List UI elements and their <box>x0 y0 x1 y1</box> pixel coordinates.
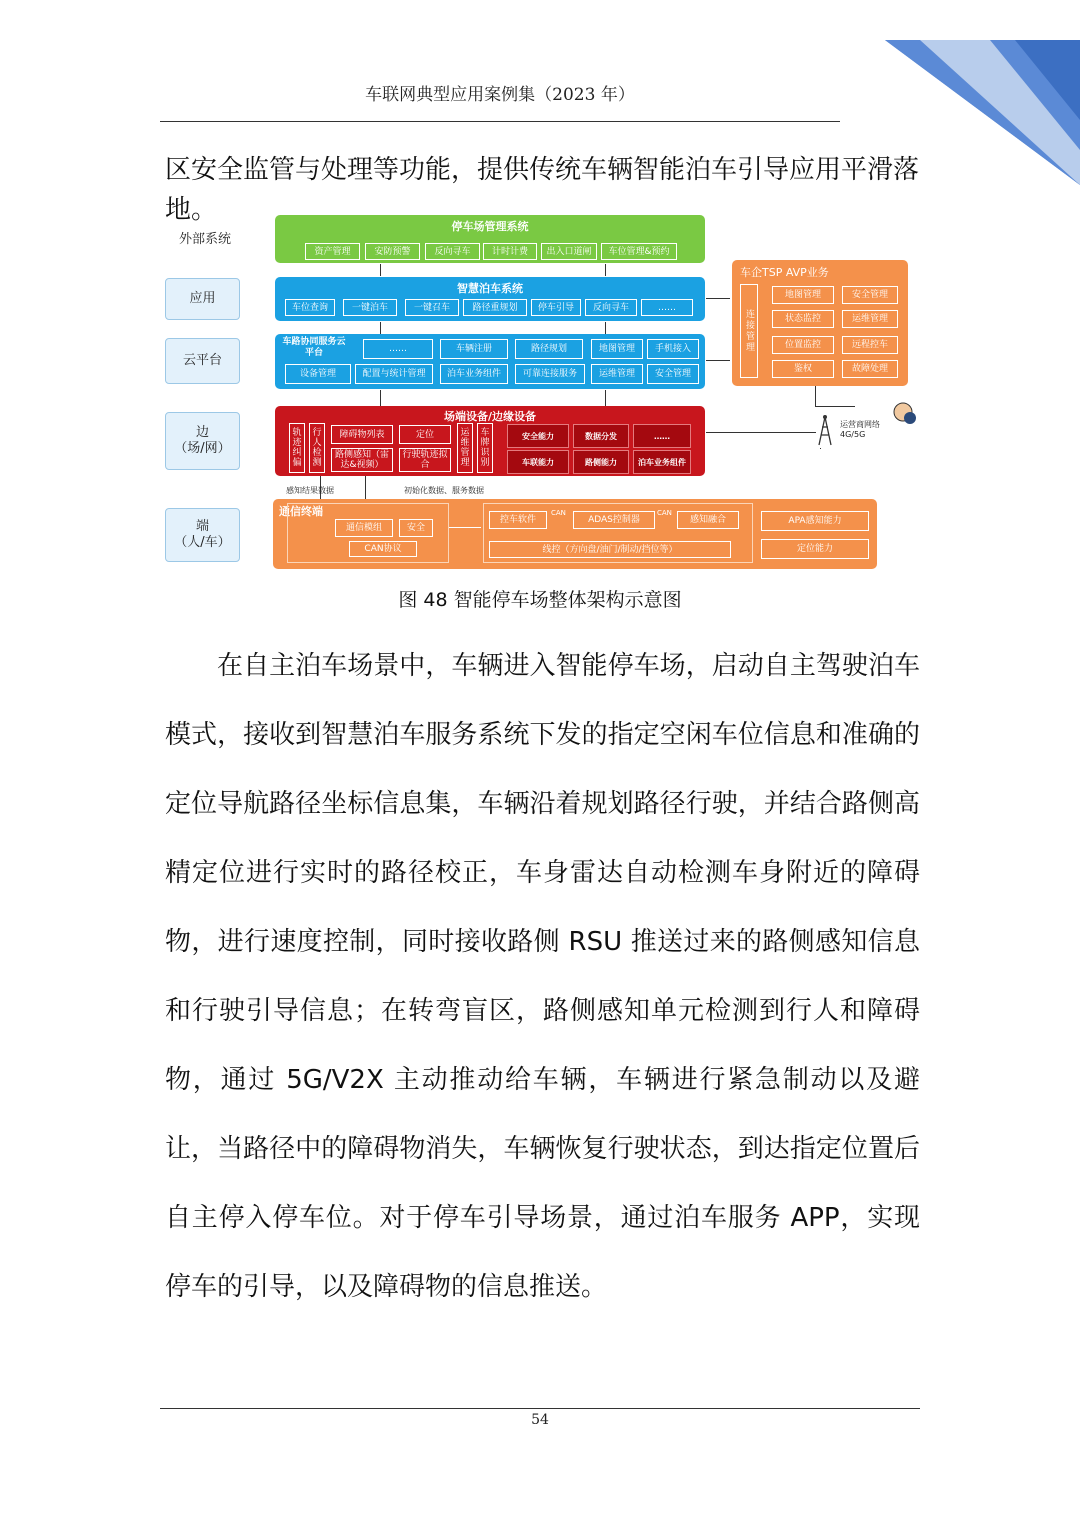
tsp-item: 安全管理 <box>842 286 898 304</box>
sp-item: 一键召车 <box>405 299 459 316</box>
field-v-item: 轨迹纠偏 <box>289 423 305 473</box>
arrow <box>449 527 481 528</box>
body-paragraph-text: 在自主泊车场景中，车辆进入智能停车场，启动自主驾驶泊车模式，接收到智慧泊车服务系统下发的指定空闲车位信息和准确的定位导航路径坐标信息集，车辆沿着规划路径行驶，并结合路侧高精定位进行实时的路径校正，车身雷达自动检测车身附近的障碍物，进行速度控制，同时接收路侧 RSU 推送过来的路侧感知信息和行驶引导信息；在转弯盲区，路侧感知单元检测到行人和障碍物，通过 5G/V2X 主动推动给车辆，车辆进行紧急制动以及避让，当路径中的障碍物消失，车辆恢复行驶状态，到达指定位置后自主停入停车位。对于停车引导场景，通过泊车服务 APP，实现停车的引导，以及障碍物的信息推送。 <box>165 651 920 1302</box>
smart-parking-system <box>275 277 705 321</box>
cp-item: 安全管理 <box>647 364 699 384</box>
parking-software: 控车软件 <box>489 511 547 529</box>
tsp-item: 状态监控 <box>772 310 834 328</box>
footer-divider <box>160 1408 920 1409</box>
tsp-item: 故障处理 <box>842 360 898 378</box>
header-divider <box>160 121 840 122</box>
arrow <box>706 432 816 433</box>
cp-item: 设备管理 <box>285 364 351 384</box>
label-terminal: 端 （人/车） <box>165 508 240 562</box>
cell-tower-icon <box>815 415 835 447</box>
tsp-connect-mgmt: 连接管理 <box>740 284 758 378</box>
tsp-item: 鉴权 <box>772 360 834 378</box>
arrow <box>706 360 730 361</box>
architecture-diagram <box>160 210 920 575</box>
parking-management-system <box>275 215 705 263</box>
arrow <box>380 322 381 334</box>
sp-item: 一键泊车 <box>343 299 397 316</box>
comm-item: 安全 <box>399 519 433 537</box>
arrow <box>815 386 816 406</box>
parking-management-title: 停车场管理系统 <box>451 220 529 233</box>
arrow <box>365 476 366 500</box>
operator-network-label: 运营商网络 4G/5G <box>840 420 880 439</box>
sp-item: 路径重规划 <box>463 299 527 316</box>
label-external: 外部系统 <box>178 232 231 247</box>
pm-item: 出入口道闸 <box>541 243 597 260</box>
tsp-avp-business <box>732 260 908 386</box>
field-dark-item: 泊车业务组件 <box>633 450 691 474</box>
arrow <box>820 448 821 449</box>
arrow <box>380 390 381 406</box>
cp-item: 车辆注册 <box>440 339 508 359</box>
pm-item: 计时计费 <box>483 243 537 260</box>
label-cloud: 云平台 <box>165 338 240 384</box>
cp-item: 配置与统计管理 <box>355 364 433 384</box>
comm-terminal-title: 通信终端 <box>279 505 323 518</box>
flow-perception-label: 感知结果数据 <box>286 486 334 495</box>
field-v-item: 运维管理 <box>457 423 473 473</box>
field-dark-item: 数据分发 <box>573 424 629 448</box>
positioning-capability: 定位能力 <box>761 539 869 559</box>
comm-item: 通信模组 <box>335 519 393 537</box>
apa-perception: APA感知能力 <box>761 511 869 531</box>
sp-item: 停车引导 <box>531 299 581 316</box>
arrow <box>706 298 730 299</box>
pm-item: 资产管理 <box>305 243 360 260</box>
smart-parking-title: 智慧泊车系统 <box>457 282 523 295</box>
vehicle-terminal <box>273 499 877 569</box>
field-dark-item: 路侧能力 <box>573 450 629 474</box>
cp-item: 地图管理 <box>591 339 643 359</box>
cloud-platform <box>275 334 705 389</box>
pm-item: 车位管理&预约 <box>601 243 677 260</box>
tsp-item: 运维管理 <box>842 310 898 328</box>
field-dark-item: 车联能力 <box>507 450 569 474</box>
figure-caption: 图 48 智能停车场整体架构示意图 <box>398 589 682 611</box>
user-avatar-icon <box>890 400 918 428</box>
sp-item: 车位查询 <box>285 299 335 316</box>
cp-item: 运维管理 <box>591 364 643 384</box>
cp-item: 可靠连接服务 <box>515 364 585 384</box>
field-dark-item: …… <box>633 424 691 448</box>
field-item: 路侧感知（雷达&视频） <box>331 448 393 472</box>
tsp-title: 车企TSP AVP业务 <box>740 266 829 279</box>
tsp-item: 位置监控 <box>772 336 834 354</box>
sp-item: 反向寻车 <box>585 299 637 316</box>
body-paragraph <box>165 632 920 1322</box>
can-label-2: CAN <box>657 509 672 517</box>
drive-by-wire: 线控（方向盘/油门/制动/挡位等） <box>489 541 731 558</box>
running-header: 车联网典型应用案例集（2023 年） <box>365 85 635 105</box>
arrow <box>605 390 606 406</box>
tsp-item: 地图管理 <box>772 286 834 304</box>
pm-item: 安防预警 <box>365 243 420 260</box>
arrow <box>380 264 381 276</box>
tsp-item: 远程控车 <box>842 336 898 354</box>
flow-init-label: 初始化数据、服务数据 <box>404 486 484 495</box>
sp-item: …… <box>641 299 693 316</box>
cp-item: …… <box>363 339 433 359</box>
field-v-item: 车牌识别 <box>477 423 493 473</box>
arrow <box>605 264 606 276</box>
intro-line: 区安全监管与处理等功能，提供传统车辆智能泊车引导应用平滑落地。 <box>165 155 920 225</box>
cp-item: 手机接入 <box>647 339 699 359</box>
field-v-item: 行人检测 <box>309 423 325 473</box>
cp-item: 路径规划 <box>515 339 583 359</box>
field-title: 场端设备/边缘设备 <box>443 410 537 423</box>
field-dark-item: 安全能力 <box>507 424 569 448</box>
page-number: 54 <box>531 1412 549 1428</box>
perception-fusion: 感知融合 <box>677 511 739 529</box>
field-item: 定位 <box>399 425 451 444</box>
adas-controller: ADAS控制器 <box>573 511 655 529</box>
arrow <box>815 406 855 407</box>
cp-item: 泊车业务组件 <box>440 364 508 384</box>
cloud-platform-title: 车路协同服务云平台 <box>282 337 346 358</box>
field-edge-devices <box>275 406 705 476</box>
can-label-1: CAN <box>551 509 566 517</box>
field-item: 障碍物列表 <box>331 425 393 444</box>
field-item: 行驶轨迹拟合 <box>399 448 451 472</box>
comm-item: CAN协议 <box>349 541 417 557</box>
arrow <box>605 322 606 334</box>
label-edge: 边 （场/网） <box>165 412 240 470</box>
pm-item: 反向寻车 <box>425 243 480 260</box>
label-app: 应用 <box>165 278 240 320</box>
